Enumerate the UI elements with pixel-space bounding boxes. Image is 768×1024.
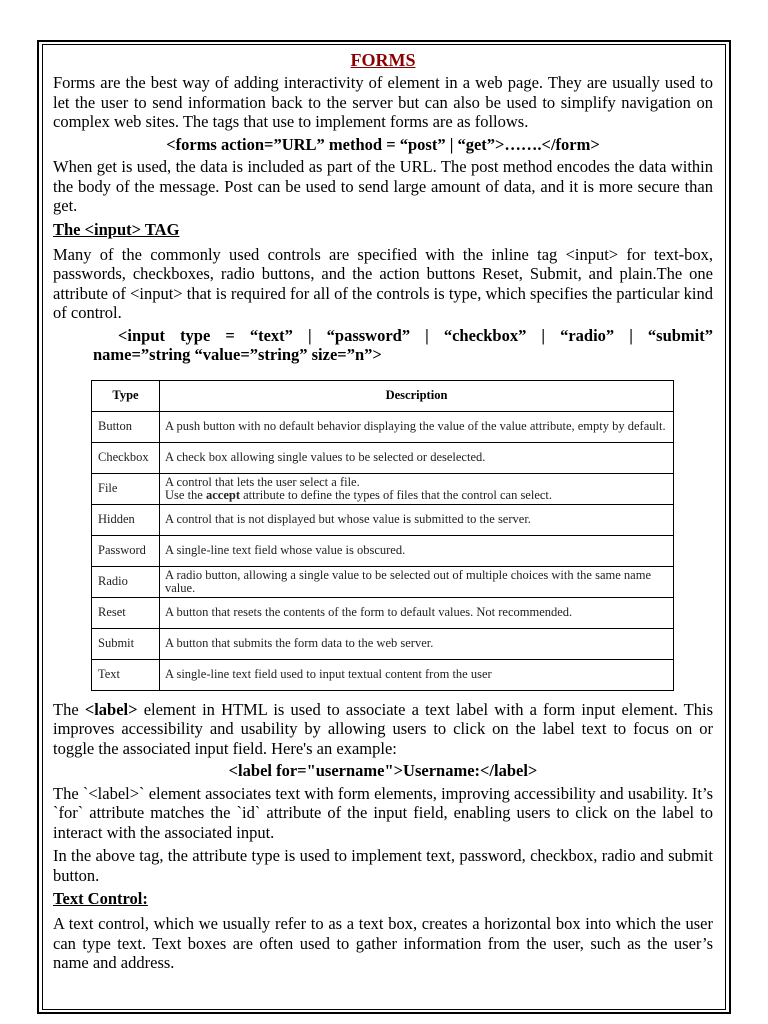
input-syntax	[93, 326, 713, 365]
type-cell: Checkbox	[92, 442, 160, 473]
table-header-description: Description	[160, 380, 674, 411]
type-cell: Reset	[92, 597, 160, 628]
input-tag-heading: The <input> TAG	[53, 219, 180, 239]
table-row	[92, 504, 674, 535]
text-control-heading: Text Control:	[53, 889, 148, 908]
description-cell: A button that resets the contents of the form to default values. Not recommended.	[160, 597, 674, 628]
label-example: <label for="username">Username:</label>	[228, 761, 538, 780]
table-row	[92, 566, 674, 597]
get-post-paragraph: When get is used, the data is included as part of the URL. The post method encodes the data within the body of the message. Post can be used to send large amount of data, and it is more secure than get.	[53, 157, 713, 215]
type-cell: File	[92, 473, 160, 504]
file-desc-accept: accept	[205, 487, 240, 502]
type-cell: Submit	[92, 628, 160, 659]
input-tag-paragraph: Many of the commonly used controls are specified with the inline tag <input> for text-box, passwords, checkboxes, radio buttons, and the action buttons Reset, Submit, and plain.The one attribute of <input> that is required for all of the controls is type, which specifies the particular kind of control.	[53, 244, 713, 322]
text-control-paragraph: A text control, which we usually refer to as a text box, creates a horizontal box into which the user can type text. Text boxes are often used to gather information from the user, such as the user’s name and address.	[53, 914, 713, 972]
description-cell: A single-line text field used to input textual content from the user	[160, 659, 674, 690]
type-cell: Button	[92, 411, 160, 442]
description-cell: A check box allowing single values to be selected or deselected.	[160, 442, 674, 473]
file-desc-post: attribute to define the types of files that the control can select.	[239, 487, 553, 502]
label-intro-pre: The	[53, 699, 85, 719]
description-cell: A radio button, allowing a single value to be selected out of multiple choices with the same name value.	[160, 566, 674, 597]
table-row	[92, 597, 674, 628]
type-attribute-paragraph: In the above tag, the attribute type is used to implement text, password, checkbox, radio and submit button.	[53, 846, 713, 885]
description-cell: A control that is not displayed but whose value is submitted to the server.	[160, 504, 674, 535]
table-header-row	[92, 380, 674, 411]
type-cell: Radio	[92, 566, 160, 597]
input-syntax-line-1: <input type = “text” | “password” | “checkbox” | “radio” | “submit”	[118, 325, 713, 345]
description-cell	[160, 473, 674, 504]
intro-paragraph: Forms are the best way of adding interactivity of element in a web page. They are usually used to let the user to send information back to the server but can also be used to simplify navigation on complex web sites. The tags that use to implement forms are as follows.	[53, 73, 713, 131]
page-title: FORMS	[350, 50, 416, 70]
file-desc-pre: Use the	[165, 487, 206, 502]
label-explain-paragraph: The `<label>` element associates text with form elements, improving accessibility and usability. It’s `for` attribute matches the `id` attribute of the input field, enabling users to click on the label to interact with the associated input.	[53, 783, 713, 842]
description-cell: A button that submits the form data to the web server.	[160, 628, 674, 659]
table-row	[92, 411, 674, 442]
input-types-table	[91, 380, 674, 691]
type-cell: Text	[92, 659, 160, 690]
input-syntax-line-2: name=”string “value=”string” size=”n”>	[93, 345, 382, 364]
form-syntax: <forms action=”URL” method = “post” | “get”>…….</form>	[166, 134, 600, 154]
file-desc-line-1: A control that lets the user select a file.	[165, 474, 360, 489]
table-row	[92, 628, 674, 659]
table-row	[92, 659, 674, 690]
label-intro-post: element in HTML is used to associate a text label with a form input element. This improves accessibility and usability by allowing users to click on the label text to focus on or toggle the associated input field. Here's an example:	[53, 699, 713, 758]
type-cell: Hidden	[92, 504, 160, 535]
description-cell: A single-line text field whose value is obscured.	[160, 535, 674, 566]
table-header-type: Type	[92, 380, 160, 411]
label-intro-tag: <label>	[84, 699, 138, 719]
document-body	[53, 50, 713, 973]
table-row	[92, 473, 674, 504]
label-intro-paragraph	[53, 700, 713, 759]
table-row	[92, 442, 674, 473]
type-cell: Password	[92, 535, 160, 566]
table-row	[92, 535, 674, 566]
description-cell: A push button with no default behavior displaying the value of the value attribute, empty by default.	[160, 411, 674, 442]
